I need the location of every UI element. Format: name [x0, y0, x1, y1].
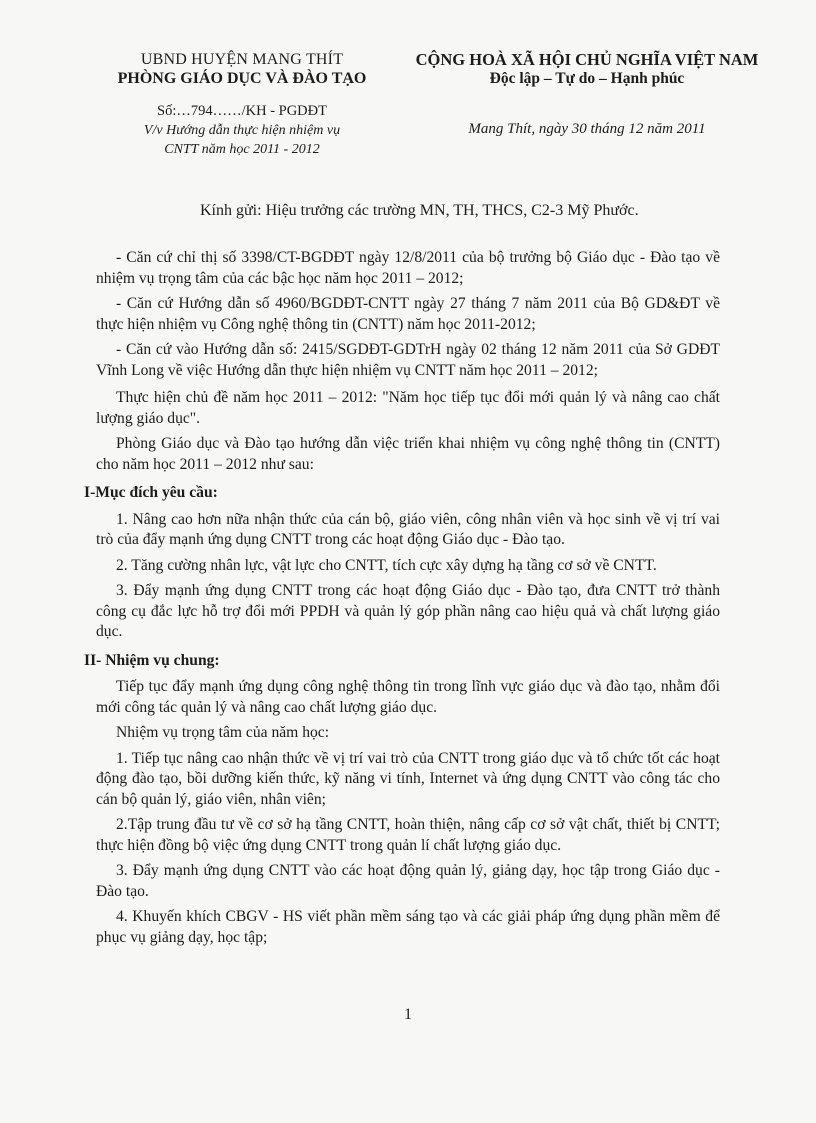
page-number: 1: [404, 1006, 412, 1023]
issuer-block: [92, 50, 392, 159]
section2-intro: Tiếp tục đẩy mạnh ứng dụng công nghệ thông tin trong lĩnh vực giáo dục và đào tạo, nhằm đổi mới công tác quản lý và nâng cao chất lượng giáo dục.: [96, 678, 720, 716]
section2-item-1: 1. Tiếp tục nâng cao nhận thức về vị trí vai trò của CNTT trong giáo dục và tổ chức tốt các hoạt động đào tạo, bồi dưỡng kiến thức, kỹ năng vi tính, Internet và ứng dụng CNTT vào công tác cho cán bộ quản lý, giáo viên, nhân viên;: [96, 749, 720, 808]
section2-item-2: 2.Tập trung đầu tư về cơ sở hạ tầng CNTT, hoàn thiện, nâng cấp cơ sở vật chất, thiết bị CNTT; thực hiện đồng bộ việc ứng dụng CNTT trong quản lí chất lượng giáo dục.: [96, 816, 720, 854]
nation-title: CỘNG HOÀ XÃ HỘI CHỦ NGHĨA VIỆT NAM: [415, 50, 759, 69]
subject-line2: CNTT năm học 2011 - 2012: [164, 142, 320, 157]
doc-number: Số:…794……/KH - PGDĐT: [157, 103, 327, 119]
nation-block: [392, 50, 782, 139]
org-line1: UBND HUYỆN MANG THÍT: [140, 51, 344, 68]
school-year-theme: Thực hiện chủ đề năm học 2011 – 2012: "Năm học tiếp tục đổi mới quản lý và nâng cao chất lượng giáo dục".: [96, 389, 720, 427]
motto: Độc lập – Tự do – Hạnh phúc: [489, 70, 685, 87]
document-body: [84, 248, 720, 953]
intro-paragraph: Phòng Giáo dục và Đào tạo hướng dẫn việc triển khai nhiệm vụ công nghệ thông tin (CNTT) cho năm học 2011 – 2012 như sau:: [96, 435, 720, 473]
basis-1: - Căn cứ chỉ thị số 3398/CT-BGDĐT ngày 12/8/2011 của bộ trưởng bộ Giáo dục - Đào tạo về nhiệm vụ trọng tâm của các bậc học năm học 2011 – 2012;: [96, 249, 720, 287]
section1-title: I-Mục đích yêu cầu:: [84, 484, 218, 501]
recipient-line: Kính gửi: Hiệu trưởng các trường MN, TH, THCS, C2-3 Mỹ Phước.: [200, 202, 639, 219]
basis-2: - Căn cứ Hướng dẫn số 4960/BGDĐT-CNTT ngày 27 tháng 7 năm 2011 của Bộ GD&ĐT về thực hiện nhiệm vụ Công nghệ thông tin (CNTT) năm học 2011-2012;: [96, 295, 720, 333]
section2-item-3: 3. Đẩy mạnh ứng dụng CNTT vào các hoạt động quản lý, giảng dạy, học tập trong Giáo dục - Đào tạo.: [96, 862, 720, 900]
org-line2: PHÒNG GIÁO DỤC VÀ ĐÀO TẠO: [117, 70, 367, 87]
section2-focus: Nhiệm vụ trọng tâm của năm học:: [116, 724, 330, 741]
subject-line1: V/v Hướng dẫn thực hiện nhiệm vụ: [143, 123, 341, 138]
section1-item-3: 3. Đẩy mạnh ứng dụng CNTT trong các hoạt động Giáo dục - Đào tạo, đưa CNTT trở thành công cụ đắc lực hỗ trợ đổi mới PPDH và quản lý góp phần nâng cao hiệu quả và chất lượng giáo dục.: [96, 582, 720, 640]
section1-item-2: 2. Tăng cường nhân lực, vật lực cho CNTT, tích cực xây dựng hạ tầng cơ sở về CNTT.: [116, 556, 657, 574]
basis-3: - Căn cứ vào Hướng dẫn số: 2415/SGDĐT-GDTrH ngày 02 tháng 12 năm 2011 của Sở GDĐT Vĩnh Long về việc Hướng dẫn thực hiện nhiệm vụ CNTT năm học 2011 – 2012;: [96, 341, 720, 379]
section2-item-4: 4. Khuyến khích CBGV - HS viết phần mềm sáng tạo và các giải pháp ứng dụng phần mềm để phục vụ giảng dạy, học tập;: [96, 908, 720, 946]
section2-title: II- Nhiệm vụ chung:: [84, 651, 220, 669]
issue-date: Mang Thít, ngày 30 tháng 12 năm 2011: [468, 121, 706, 137]
section1-item-1: 1. Nâng cao hơn nữa nhận thức của cán bộ, giáo viên, công nhân viên và học sinh về vị trí vai trò của đẩy mạnh ứng dụng CNTT trong các hoạt động Giáo dục - Đào tạo.: [96, 510, 720, 548]
